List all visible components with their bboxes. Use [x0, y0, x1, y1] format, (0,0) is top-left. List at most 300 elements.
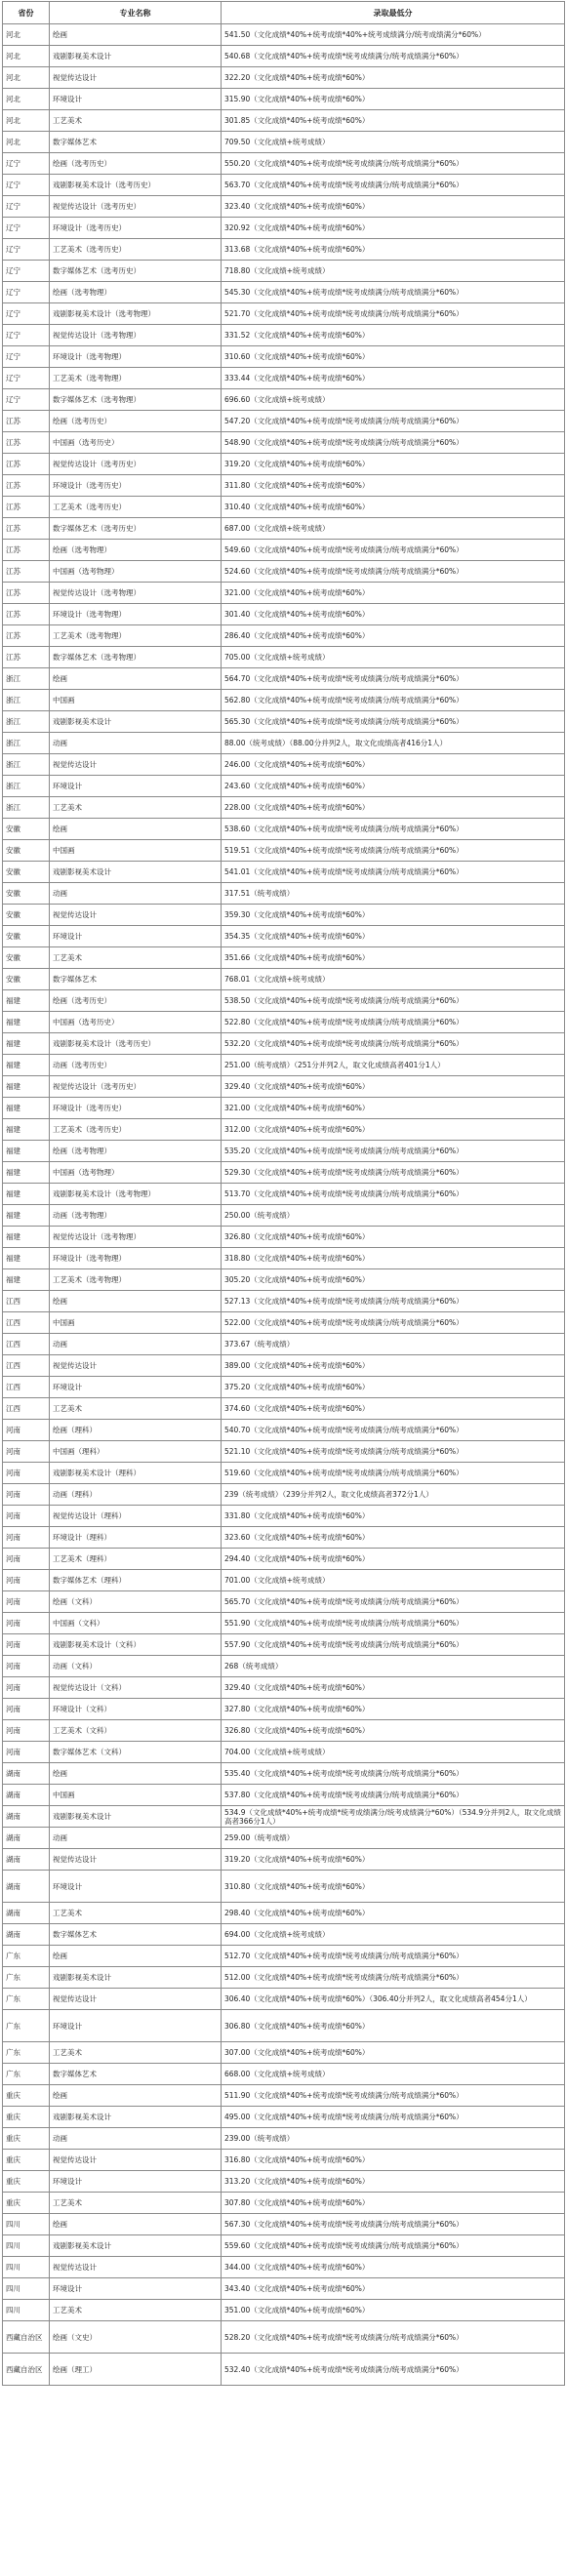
- score-cell: 519.51（文化成绩*40%+统考成绩*统考成绩满分/统考成绩满分*60%）: [222, 840, 565, 862]
- score-cell: 228.00（文化成绩*40%+统考成绩*60%）: [222, 797, 565, 819]
- table-row: [3, 668, 565, 690]
- major-cell: 绘画（选考历史）: [50, 411, 222, 432]
- province-cell: 江西: [3, 1355, 50, 1377]
- major-cell: 数字媒体艺术（文科）: [50, 1742, 222, 1763]
- province-cell: 浙江: [3, 668, 50, 690]
- province-cell: 辽宁: [3, 368, 50, 389]
- score-cell: 565.70（文化成绩*40%+统考成绩*统考成绩满分/统考成绩满分*60%）: [222, 1591, 565, 1613]
- score-cell: 547.20（文化成绩*40%+统考成绩*统考成绩满分/统考成绩满分*60%）: [222, 411, 565, 432]
- major-cell: 中国画（选考历史）: [50, 1012, 222, 1033]
- score-cell: 511.90（文化成绩*40%+统考成绩*统考成绩满分/统考成绩满分*60%）: [222, 2085, 565, 2107]
- major-cell: 数字媒体艺术: [50, 2064, 222, 2085]
- table-row: [3, 1989, 565, 2010]
- province-cell: 辽宁: [3, 218, 50, 239]
- province-cell: 河南: [3, 1527, 50, 1549]
- score-cell: 532.40（文化成绩*40%+统考成绩*统考成绩满分/统考成绩满分*60%）: [222, 2354, 565, 2386]
- table-row: [3, 2193, 565, 2214]
- score-cell: 527.13（文化成绩*40%+统考成绩*统考成绩满分/统考成绩满分*60%）: [222, 1291, 565, 1312]
- province-cell: 河南: [3, 1591, 50, 1613]
- major-cell: 中国画（选考历史）: [50, 432, 222, 454]
- score-cell: 333.44（文化成绩*40%+统考成绩*60%）: [222, 368, 565, 389]
- major-cell: 戏剧影视美术设计: [50, 2235, 222, 2257]
- major-cell: 戏剧影视美术设计: [50, 1806, 222, 1828]
- province-cell: 江苏: [3, 497, 50, 518]
- major-cell: 视觉传达设计（选考历史）: [50, 454, 222, 475]
- major-cell: 环境设计（文科）: [50, 1699, 222, 1720]
- table-row: [3, 1903, 565, 1924]
- table-row: [3, 1946, 565, 1967]
- table-row: [3, 883, 565, 905]
- table-row: [3, 1184, 565, 1205]
- province-cell: 河北: [3, 132, 50, 153]
- province-cell: 河南: [3, 1677, 50, 1699]
- score-cell: 250.00（统考成绩）: [222, 1205, 565, 1227]
- major-cell: 绘画（文史）: [50, 2321, 222, 2354]
- table-row: [3, 46, 565, 67]
- province-cell: 湖南: [3, 1785, 50, 1806]
- table-row: [3, 1334, 565, 1355]
- province-cell: 江苏: [3, 583, 50, 604]
- table-row: [3, 1785, 565, 1806]
- score-cell: 375.20（文化成绩*40%+统考成绩*60%）: [222, 1377, 565, 1398]
- province-cell: 安徽: [3, 883, 50, 905]
- major-cell: 中国画: [50, 690, 222, 711]
- table-row: [3, 1591, 565, 1613]
- province-cell: 四川: [3, 2257, 50, 2278]
- major-cell: 环境设计: [50, 776, 222, 797]
- score-cell: 306.80（文化成绩*40%+统考成绩*60%）: [222, 2010, 565, 2042]
- province-cell: 江苏: [3, 604, 50, 625]
- table-row: [3, 1677, 565, 1699]
- major-cell: 环境设计: [50, 926, 222, 947]
- score-cell: 559.60（文化成绩*40%+统考成绩*统考成绩满分/统考成绩满分*60%）: [222, 2235, 565, 2257]
- major-cell: 动画（文科）: [50, 1656, 222, 1677]
- major-cell: 动画（选考历史）: [50, 1055, 222, 1076]
- major-cell: 戏剧影视美术设计（选考历史）: [50, 1033, 222, 1055]
- score-cell: 563.70（文化成绩*40%+统考成绩*统考成绩满分/统考成绩满分*60%）: [222, 175, 565, 196]
- province-cell: 河南: [3, 1420, 50, 1441]
- major-cell: 绘画（理科）: [50, 1420, 222, 1441]
- score-cell: 538.50（文化成绩*40%+统考成绩*统考成绩满分/统考成绩满分*60%）: [222, 990, 565, 1012]
- table-row: [3, 2064, 565, 2085]
- province-cell: 河南: [3, 1549, 50, 1570]
- score-cell: 323.40（文化成绩*40%+统考成绩*60%）: [222, 196, 565, 218]
- table-row: [3, 24, 565, 46]
- province-cell: 安徽: [3, 905, 50, 926]
- table-row: [3, 1871, 565, 1903]
- table-row: [3, 1527, 565, 1549]
- score-cell: 528.20（文化成绩*40%+统考成绩*统考成绩满分/统考成绩满分*60%）: [222, 2321, 565, 2354]
- table-row: [3, 1613, 565, 1634]
- table-row: [3, 2128, 565, 2150]
- major-cell: 绘画（理工）: [50, 2354, 222, 2386]
- table-row: [3, 132, 565, 153]
- major-cell: 戏剧影视美术设计（选考物理）: [50, 1184, 222, 1205]
- table-row: [3, 1205, 565, 1227]
- score-cell: 709.50（文化成绩+统考成绩）: [222, 132, 565, 153]
- table-row: [3, 1227, 565, 1248]
- province-cell: 福建: [3, 990, 50, 1012]
- province-cell: 河南: [3, 1634, 50, 1656]
- score-cell: 535.40（文化成绩*40%+统考成绩*统考成绩满分/统考成绩满分*60%）: [222, 1763, 565, 1785]
- province-cell: 浙江: [3, 690, 50, 711]
- province-cell: 河北: [3, 67, 50, 89]
- major-cell: 数字媒体艺术: [50, 132, 222, 153]
- major-cell: 视觉传达设计: [50, 2257, 222, 2278]
- major-cell: 视觉传达设计（选考历史）: [50, 1076, 222, 1098]
- score-cell: 321.00（文化成绩*40%+统考成绩*60%）: [222, 583, 565, 604]
- major-cell: 数字媒体艺术（选考历史）: [50, 261, 222, 282]
- score-cell: 310.60（文化成绩*40%+统考成绩*60%）: [222, 346, 565, 368]
- major-cell: 环境设计（选考历史）: [50, 475, 222, 497]
- table-row: [3, 819, 565, 840]
- province-cell: 广东: [3, 2064, 50, 2085]
- major-cell: 动画: [50, 1334, 222, 1355]
- province-cell: 河南: [3, 1699, 50, 1720]
- major-cell: 戏剧影视美术设计: [50, 862, 222, 883]
- score-cell: 545.30（文化成绩*40%+统考成绩*统考成绩满分/统考成绩满分*60%）: [222, 282, 565, 303]
- province-cell: 江苏: [3, 454, 50, 475]
- province-cell: 广东: [3, 1989, 50, 2010]
- province-cell: 西藏自治区: [3, 2354, 50, 2386]
- major-cell: 数字媒体艺术（选考历史）: [50, 518, 222, 540]
- score-cell: 548.90（文化成绩*40%+统考成绩*统考成绩满分/统考成绩满分*60%）: [222, 432, 565, 454]
- score-cell: 521.70（文化成绩*40%+统考成绩*统考成绩满分/统考成绩满分*60%）: [222, 303, 565, 325]
- major-cell: 环境设计（选考历史）: [50, 1098, 222, 1119]
- score-cell: 718.80（文化成绩+统考成绩）: [222, 261, 565, 282]
- major-cell: 视觉传达设计: [50, 1989, 222, 2010]
- score-cell: 320.92（文化成绩*40%+统考成绩*60%）: [222, 218, 565, 239]
- major-cell: 工艺美术: [50, 947, 222, 969]
- table-row: [3, 926, 565, 947]
- table-row: [3, 604, 565, 625]
- table-row: [3, 1162, 565, 1184]
- table-row: [3, 1248, 565, 1269]
- province-cell: 福建: [3, 1162, 50, 1184]
- major-cell: 工艺美术（选考物理）: [50, 1269, 222, 1291]
- major-cell: 戏剧影视美术设计（理科）: [50, 1463, 222, 1484]
- major-cell: 视觉传达设计: [50, 1849, 222, 1871]
- major-cell: 动画: [50, 1828, 222, 1849]
- major-cell: 动画: [50, 733, 222, 754]
- major-cell: 视觉传达设计（文科）: [50, 1677, 222, 1699]
- province-cell: 辽宁: [3, 346, 50, 368]
- table-row: [3, 561, 565, 583]
- province-cell: 湖南: [3, 1763, 50, 1785]
- table-row: [3, 2010, 565, 2042]
- table-row: [3, 776, 565, 797]
- score-cell: 524.60（文化成绩*40%+统考成绩*统考成绩满分/统考成绩满分*60%）: [222, 561, 565, 583]
- major-cell: 视觉传达设计（选考物理）: [50, 325, 222, 346]
- score-cell: 343.40（文化成绩*40%+统考成绩*60%）: [222, 2278, 565, 2300]
- score-cell: 321.00（文化成绩*40%+统考成绩*60%）: [222, 1098, 565, 1119]
- score-cell: 551.90（文化成绩*40%+统考成绩*统考成绩满分/统考成绩满分*60%）: [222, 1613, 565, 1634]
- major-cell: 绘画: [50, 24, 222, 46]
- table-row: [3, 2171, 565, 2193]
- score-cell: 351.00（文化成绩*40%+统考成绩*60%）: [222, 2300, 565, 2321]
- province-cell: 浙江: [3, 797, 50, 819]
- major-cell: 环境设计（选考物理）: [50, 346, 222, 368]
- major-cell: 中国画: [50, 1785, 222, 1806]
- table-row: [3, 432, 565, 454]
- major-cell: 绘画: [50, 1946, 222, 1967]
- province-cell: 河北: [3, 110, 50, 132]
- table-row: [3, 497, 565, 518]
- table-row: [3, 1699, 565, 1720]
- province-cell: 福建: [3, 1184, 50, 1205]
- score-cell: 239.00（统考成绩）: [222, 2128, 565, 2150]
- table-row: [3, 1634, 565, 1656]
- score-cell: 540.70（文化成绩*40%+统考成绩*统考成绩满分/统考成绩满分*60%）: [222, 1420, 565, 1441]
- major-cell: 环境设计: [50, 1871, 222, 1903]
- table-row: [3, 346, 565, 368]
- table-row: [3, 411, 565, 432]
- province-cell: 河南: [3, 1484, 50, 1506]
- score-cell: 668.00（文化成绩+统考成绩）: [222, 2064, 565, 2085]
- province-cell: 湖南: [3, 1806, 50, 1828]
- table-row: [3, 1570, 565, 1591]
- major-cell: 戏剧影视美术设计（选考历史）: [50, 175, 222, 196]
- major-cell: 视觉传达设计: [50, 67, 222, 89]
- major-cell: 数字媒体艺术（理科）: [50, 1570, 222, 1591]
- major-cell: 绘画: [50, 1763, 222, 1785]
- score-cell: 565.30（文化成绩*40%+统考成绩*统考成绩满分/统考成绩满分*60%）: [222, 711, 565, 733]
- score-cell: 534.9（文化成绩*40%+统考成绩*统考成绩满分/统考成绩满分*60%）（534.9分并列2人，取文化成绩高者366分1人）: [222, 1806, 565, 1828]
- score-cell: 239（统考成绩）（239分并列2人，取文化成绩高者372分1人）: [222, 1484, 565, 1506]
- major-cell: 工艺美术（选考物理）: [50, 625, 222, 647]
- score-cell: 522.80（文化成绩*40%+统考成绩*统考成绩满分/统考成绩满分*60%）: [222, 1012, 565, 1033]
- table-row: [3, 1033, 565, 1055]
- table-row: [3, 733, 565, 754]
- major-cell: 数字媒体艺术（选考物理）: [50, 647, 222, 668]
- province-cell: 浙江: [3, 754, 50, 776]
- major-cell: 工艺美术（理科）: [50, 1549, 222, 1570]
- header-province: 省份: [3, 2, 50, 24]
- score-cell: 327.80（文化成绩*40%+统考成绩*60%）: [222, 1699, 565, 1720]
- table-row: [3, 1076, 565, 1098]
- province-cell: 江苏: [3, 625, 50, 647]
- table-row: [3, 2300, 565, 2321]
- score-cell: 519.60（文化成绩*40%+统考成绩*统考成绩满分/统考成绩满分*60%）: [222, 1463, 565, 1484]
- province-cell: 河南: [3, 1720, 50, 1742]
- province-cell: 福建: [3, 1248, 50, 1269]
- table-row: [3, 2354, 565, 2386]
- major-cell: 环境设计: [50, 1377, 222, 1398]
- table-row: [3, 454, 565, 475]
- score-cell: 557.90（文化成绩*40%+统考成绩*统考成绩满分/统考成绩满分*60%）: [222, 1634, 565, 1656]
- major-cell: 绘画: [50, 2085, 222, 2107]
- major-cell: 戏剧影视美术设计: [50, 1967, 222, 1989]
- province-cell: 湖南: [3, 1924, 50, 1946]
- score-cell: 311.80（文化成绩*40%+统考成绩*60%）: [222, 475, 565, 497]
- table-row: [3, 1012, 565, 1033]
- province-cell: 广东: [3, 1946, 50, 1967]
- province-cell: 广东: [3, 1967, 50, 1989]
- score-cell: 319.20（文化成绩*40%+统考成绩*60%）: [222, 454, 565, 475]
- table-row: [3, 1656, 565, 1677]
- province-cell: 安徽: [3, 947, 50, 969]
- province-cell: 福建: [3, 1076, 50, 1098]
- score-cell: 351.66（文化成绩*40%+统考成绩*60%）: [222, 947, 565, 969]
- table-row: [3, 862, 565, 883]
- score-cell: 513.70（文化成绩*40%+统考成绩*统考成绩满分/统考成绩满分*60%）: [222, 1184, 565, 1205]
- province-cell: 湖南: [3, 1871, 50, 1903]
- table-row: [3, 2235, 565, 2257]
- score-cell: 251.00（统考成绩）（251分并列2人，取文化成绩高者401分1人）: [222, 1055, 565, 1076]
- table-row: [3, 797, 565, 819]
- province-cell: 河南: [3, 1463, 50, 1484]
- province-cell: 河南: [3, 1570, 50, 1591]
- header-min-score: 录取最低分: [222, 2, 565, 24]
- table-body: [3, 24, 565, 2386]
- table-row: [3, 325, 565, 346]
- major-cell: 工艺美术（选考历史）: [50, 239, 222, 261]
- header-major: 专业名称: [50, 2, 222, 24]
- table-row: [3, 389, 565, 411]
- score-cell: 246.00（文化成绩*40%+统考成绩*60%）: [222, 754, 565, 776]
- table-row: [3, 947, 565, 969]
- major-cell: 绘画（选考历史）: [50, 153, 222, 175]
- province-cell: 河北: [3, 24, 50, 46]
- province-cell: 江苏: [3, 475, 50, 497]
- province-cell: 江苏: [3, 561, 50, 583]
- province-cell: 安徽: [3, 819, 50, 840]
- table-row: [3, 2257, 565, 2278]
- table-row: [3, 1291, 565, 1312]
- major-cell: 数字媒体艺术: [50, 1924, 222, 1946]
- score-cell: 373.67（统考成绩）: [222, 1334, 565, 1355]
- table-row: [3, 1549, 565, 1570]
- province-cell: 四川: [3, 2300, 50, 2321]
- province-cell: 江西: [3, 1291, 50, 1312]
- table-row: [3, 1967, 565, 1989]
- province-cell: 湖南: [3, 1903, 50, 1924]
- table-row: [3, 1420, 565, 1441]
- score-cell: 538.60（文化成绩*40%+统考成绩*统考成绩满分/统考成绩满分*60%）: [222, 819, 565, 840]
- major-cell: 绘画（选考物理）: [50, 540, 222, 561]
- province-cell: 广东: [3, 2010, 50, 2042]
- province-cell: 河南: [3, 1742, 50, 1763]
- major-cell: 工艺美术: [50, 1903, 222, 1924]
- major-cell: 中国画: [50, 840, 222, 862]
- score-cell: 322.20（文化成绩*40%+统考成绩*60%）: [222, 67, 565, 89]
- table-row: [3, 1398, 565, 1420]
- major-cell: 视觉传达设计: [50, 2150, 222, 2171]
- province-cell: 浙江: [3, 733, 50, 754]
- table-row: [3, 303, 565, 325]
- table-row: [3, 1806, 565, 1828]
- table-row: [3, 368, 565, 389]
- score-cell: 562.80（文化成绩*40%+统考成绩*统考成绩满分/统考成绩满分*60%）: [222, 690, 565, 711]
- score-cell: 329.40（文化成绩*40%+统考成绩*60%）: [222, 1076, 565, 1098]
- score-cell: 331.52（文化成绩*40%+统考成绩*60%）: [222, 325, 565, 346]
- province-cell: 福建: [3, 1012, 50, 1033]
- province-cell: 辽宁: [3, 389, 50, 411]
- score-cell: 305.20（文化成绩*40%+统考成绩*60%）: [222, 1269, 565, 1291]
- province-cell: 福建: [3, 1119, 50, 1141]
- table-row: [3, 2042, 565, 2064]
- major-cell: 戏剧影视美术设计（选考物理）: [50, 303, 222, 325]
- score-cell: 326.80（文化成绩*40%+统考成绩*60%）: [222, 1720, 565, 1742]
- major-cell: 视觉传达设计（选考物理）: [50, 583, 222, 604]
- province-cell: 重庆: [3, 2150, 50, 2171]
- major-cell: 中国画（选考物理）: [50, 1162, 222, 1184]
- score-cell: 541.50（文化成绩*40%+统考成绩*40%+统考成绩满分/统考成绩满分*60%）: [222, 24, 565, 46]
- score-cell: 329.40（文化成绩*40%+统考成绩*60%）: [222, 1677, 565, 1699]
- major-cell: 中国画（理科）: [50, 1441, 222, 1463]
- score-cell: 694.00（文化成绩+统考成绩）: [222, 1924, 565, 1946]
- score-cell: 310.40（文化成绩*40%+统考成绩*60%）: [222, 497, 565, 518]
- table-row: [3, 1055, 565, 1076]
- score-cell: 687.00（文化成绩+统考成绩）: [222, 518, 565, 540]
- major-cell: 工艺美术（选考历史）: [50, 497, 222, 518]
- province-cell: 四川: [3, 2214, 50, 2235]
- major-cell: 环境设计: [50, 2171, 222, 2193]
- province-cell: 辽宁: [3, 239, 50, 261]
- score-cell: 696.60（文化成绩+统考成绩）: [222, 389, 565, 411]
- major-cell: 环境设计（选考物理）: [50, 1248, 222, 1269]
- major-cell: 动画（理科）: [50, 1484, 222, 1506]
- table-row: [3, 540, 565, 561]
- table-row: [3, 840, 565, 862]
- table-row: [3, 1924, 565, 1946]
- score-cell: 549.60（文化成绩*40%+统考成绩*统考成绩满分/统考成绩满分*60%）: [222, 540, 565, 561]
- province-cell: 安徽: [3, 926, 50, 947]
- table-row: [3, 583, 565, 604]
- score-cell: 529.30（文化成绩*40%+统考成绩*统考成绩满分/统考成绩满分*60%）: [222, 1162, 565, 1184]
- table-row: [3, 67, 565, 89]
- score-cell: 306.40（文化成绩*40%+统考成绩*60%）（306.40分并列2人，取文化成绩高者454分1人）: [222, 1989, 565, 2010]
- major-cell: 环境设计（选考物理）: [50, 604, 222, 625]
- table-row: [3, 1463, 565, 1484]
- province-cell: 江苏: [3, 647, 50, 668]
- score-cell: 313.20（文化成绩*40%+统考成绩*60%）: [222, 2171, 565, 2193]
- province-cell: 江西: [3, 1377, 50, 1398]
- province-cell: 福建: [3, 1055, 50, 1076]
- province-cell: 江西: [3, 1312, 50, 1334]
- province-cell: 福建: [3, 1141, 50, 1162]
- major-cell: 戏剧影视美术设计: [50, 711, 222, 733]
- province-cell: 辽宁: [3, 153, 50, 175]
- score-cell: 701.00（文化成绩+统考成绩）: [222, 1570, 565, 1591]
- major-cell: 工艺美术: [50, 2193, 222, 2214]
- province-cell: 河南: [3, 1506, 50, 1527]
- major-cell: 环境设计（理科）: [50, 1527, 222, 1549]
- province-cell: 福建: [3, 1205, 50, 1227]
- province-cell: 河南: [3, 1656, 50, 1677]
- table-row: [3, 2321, 565, 2354]
- score-cell: 243.60（文化成绩*40%+统考成绩*60%）: [222, 776, 565, 797]
- major-cell: 戏剧影视美术设计: [50, 2107, 222, 2128]
- score-cell: 301.85（文化成绩*40%+统考成绩*60%）: [222, 110, 565, 132]
- major-cell: 绘画（选考历史）: [50, 990, 222, 1012]
- score-cell: 315.90（文化成绩*40%+统考成绩*60%）: [222, 89, 565, 110]
- table-row: [3, 2214, 565, 2235]
- province-cell: 江苏: [3, 432, 50, 454]
- table-row: [3, 218, 565, 239]
- table-row: [3, 2150, 565, 2171]
- province-cell: 安徽: [3, 862, 50, 883]
- table-row: [3, 175, 565, 196]
- major-cell: 工艺美术（选考历史）: [50, 1119, 222, 1141]
- province-cell: 江苏: [3, 540, 50, 561]
- major-cell: 动画: [50, 883, 222, 905]
- major-cell: 中国画: [50, 1312, 222, 1334]
- province-cell: 重庆: [3, 2171, 50, 2193]
- province-cell: 重庆: [3, 2085, 50, 2107]
- major-cell: 中国画（文科）: [50, 1613, 222, 1634]
- major-cell: 绘画: [50, 819, 222, 840]
